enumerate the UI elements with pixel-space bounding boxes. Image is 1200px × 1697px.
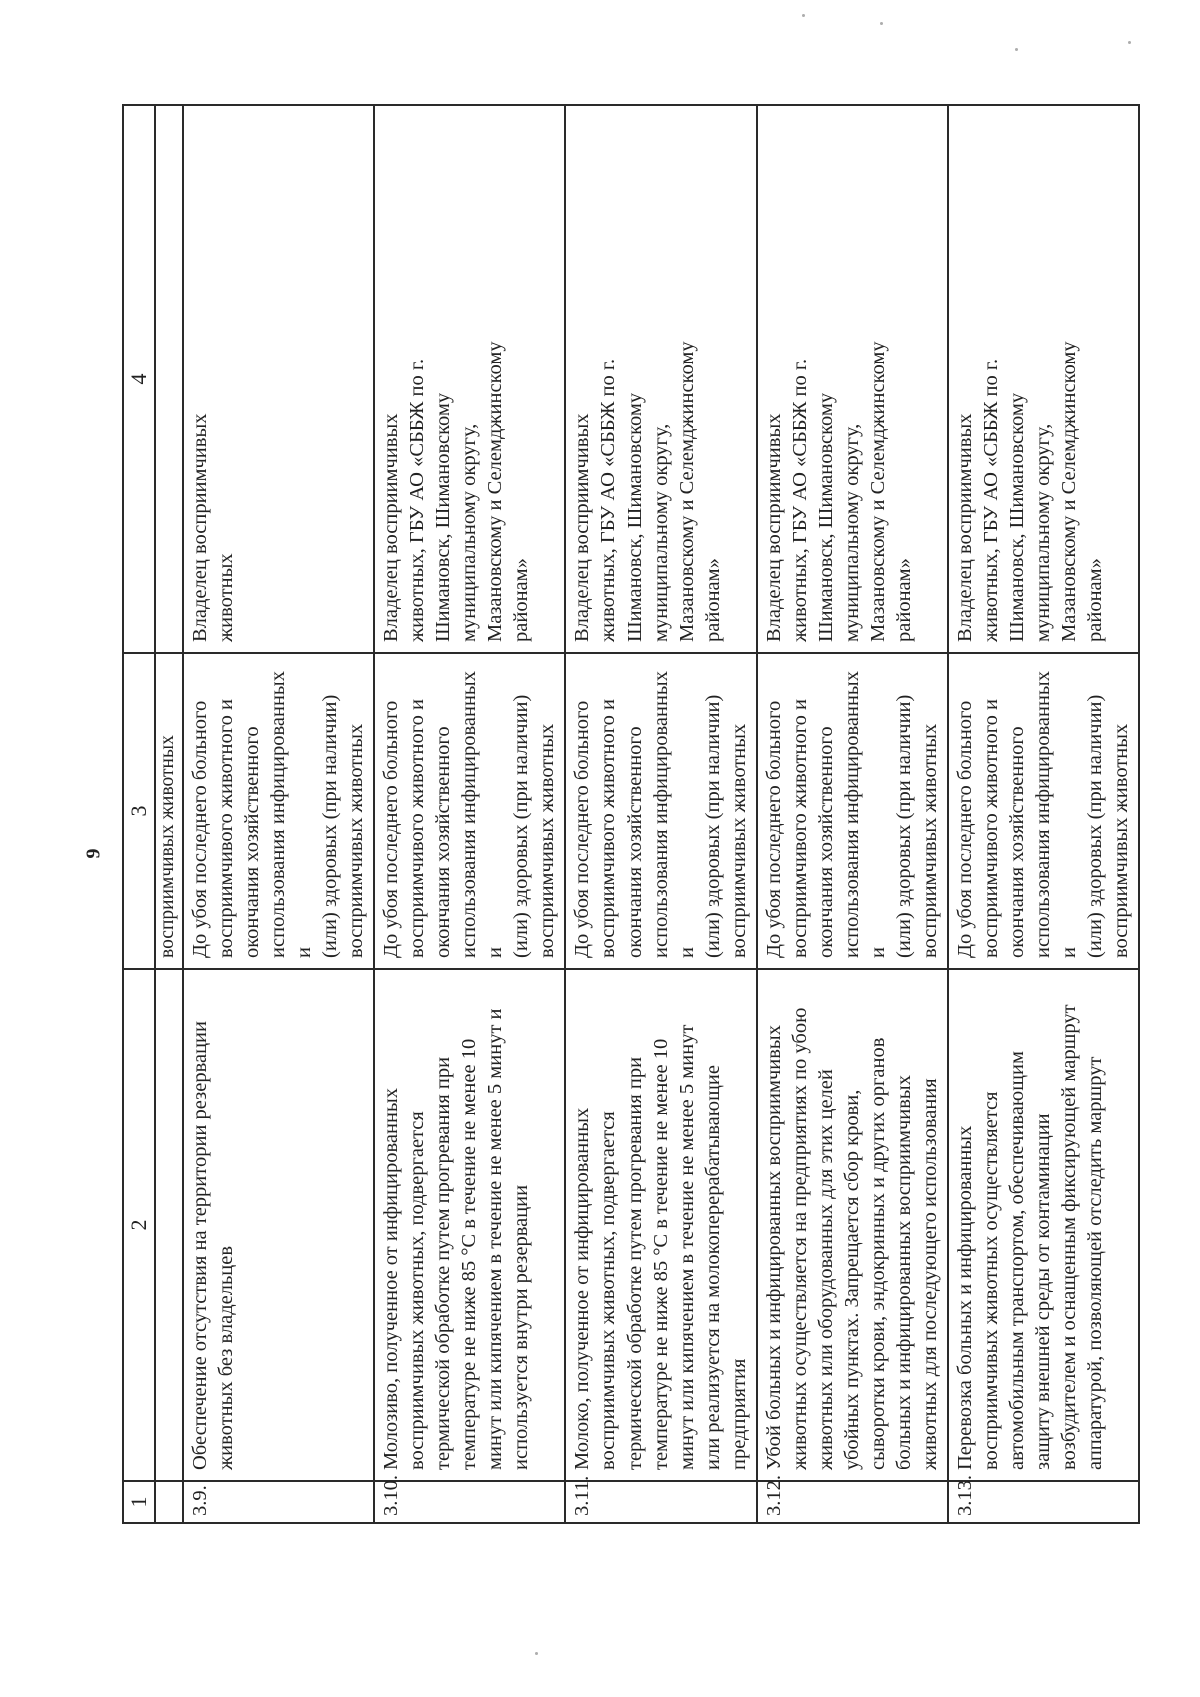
row-number: 3.11. <box>565 1481 756 1523</box>
table-row <box>757 105 948 1523</box>
row-number: 3.10. <box>374 1481 565 1523</box>
continuation-cell-2 <box>155 969 183 1481</box>
continuation-cell-4 <box>155 105 183 653</box>
measure-cell: Убой больных и инфицированных восприимчивых животных осуществляется на предприятиях по убою животных или оборудованных для этих целей убойных пунктах. Запрещается сбор крови, сыворотки крови, эндокринных и других органов больных и инфицированных восприимчивых животных для последующего использования <box>757 969 948 1481</box>
scan-speck <box>880 22 883 25</box>
row-number: 3.12. <box>757 1481 948 1523</box>
timing-cell: До убоя последнего больного восприимчивого животного и окончания хозяйственного использования инфицированных и (или) здоровых (при наличии) восприимчивых животных <box>948 653 1139 969</box>
table-row <box>183 105 374 1523</box>
header-col-2: 2 <box>123 969 155 1481</box>
header-col-3: 3 <box>123 653 155 969</box>
scan-speck <box>802 14 805 17</box>
timing-cell: До убоя последнего больного восприимчивого животного и окончания хозяйственного использования инфицированных и (или) здоровых (при наличии) восприимчивых животных <box>565 653 756 969</box>
table-row <box>948 105 1139 1523</box>
measure-cell: Молоко, полученное от инфицированных восприимчивых животных, подвергается термической обработке путем прогревания при температуре не ниже 85 °С в течение не менее 10 минут или кипячением в течение не менее 5 минут или реализуется на молокоперерабатывающие предприятия <box>565 969 756 1481</box>
scan-speck <box>1128 41 1131 44</box>
table-row <box>374 105 565 1523</box>
timing-cell: До убоя последнего больного восприимчивого животного и окончания хозяйственного использования инфицированных и (или) здоровых (при наличии) восприимчивых животных <box>374 653 565 969</box>
header-col-1: 1 <box>123 1481 155 1523</box>
table-header-row <box>123 105 155 1523</box>
measure-cell: Перевозка больных и инфицированных восприимчивых животных осуществляется автомобильным транспортом, обеспечивающим защиту внешней среды от контаминации возбудителем и оснащенным фиксирующей маршрут аппаратурой, позволяющей отследить маршрут <box>948 969 1139 1481</box>
rotated-table-wrapper <box>122 104 1133 1524</box>
responsible-cell: Владелец восприимчивых животных, ГБУ АО «СББЖ по г. Шимановск, Шимановскому муниципальному округу, Мазановскому и Селемджинскому районам» <box>948 105 1139 653</box>
scan-speck <box>535 1652 538 1655</box>
measure-cell: Молозиво, полученное от инфицированных восприимчивых животных, подвергается термической обработке путем прогревания при температуре не ниже 85 °С в течение не менее 10 минут или кипячением в течение не менее 5 минут и используется внутри резервации <box>374 969 565 1481</box>
continuation-cell-3: восприимчивых животных <box>155 653 183 969</box>
header-col-4: 4 <box>123 105 155 653</box>
row-number: 3.9. <box>183 1481 374 1523</box>
page-number: 9 <box>82 848 105 859</box>
responsible-cell: Владелец восприимчивых животных <box>183 105 374 653</box>
timing-cell: До убоя последнего больного восприимчивого животного и окончания хозяйственного использования инфицированных и (или) здоровых (при наличии) восприимчивых животных <box>757 653 948 969</box>
timing-cell: До убоя последнего больного восприимчивого животного и окончания хозяйственного использования инфицированных и (или) здоровых (при наличии) восприимчивых животных <box>183 653 374 969</box>
measures-table <box>122 104 1140 1524</box>
responsible-cell: Владелец восприимчивых животных, ГБУ АО «СББЖ по г. Шимановск, Шимановскому муниципальному округу, Мазановскому и Селемджинскому районам» <box>565 105 756 653</box>
continuation-row <box>155 105 183 1523</box>
responsible-cell: Владелец восприимчивых животных, ГБУ АО «СББЖ по г. Шимановск, Шимановскому муниципальному округу, Мазановскому и Селемджинскому районам» <box>757 105 948 653</box>
continuation-cell-1 <box>155 1481 183 1523</box>
measure-cell: Обеспечение отсутствия на территории резервации животных без владельцев <box>183 969 374 1481</box>
scan-speck <box>1015 48 1018 51</box>
row-number: 3.13. <box>948 1481 1139 1523</box>
table-row <box>565 105 756 1523</box>
responsible-cell: Владелец восприимчивых животных, ГБУ АО «СББЖ по г. Шимановск, Шимановскому муниципальному округу, Мазановскому и Селемджинскому районам» <box>374 105 565 653</box>
